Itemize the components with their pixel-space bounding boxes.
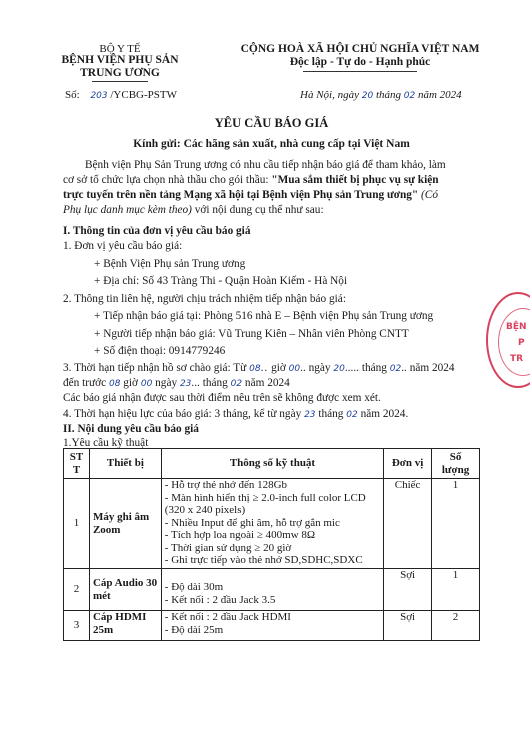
receive-place: + Tiếp nhận báo giá tại: Phòng 516 nhà E – Bệnh viện Phụ sản Trung ương bbox=[94, 310, 434, 322]
issue-date bbox=[300, 89, 462, 101]
header-device: Thiết bị bbox=[89, 449, 161, 479]
validity-period bbox=[63, 407, 408, 423]
header-stt: ST T bbox=[64, 449, 90, 479]
intro-line2-text: cơ sở tổ chức lựa chọn nhà thầu cho gói thầu: bbox=[63, 174, 272, 186]
from-hour-unit: giờ bbox=[271, 362, 286, 374]
date-month-handwritten: 02 bbox=[403, 91, 416, 101]
row-quantity: 2 bbox=[432, 611, 480, 641]
spec-line: - Độ dài 30m bbox=[164, 581, 224, 593]
package-name-part2: trực tuyến trên nền tảng Mạng xã hội tại Bệnh viện Phụ sản Trung ương" bbox=[63, 189, 419, 201]
row-specs bbox=[161, 479, 383, 569]
late-submission-note: Các báo giá nhận được sau thời điểm nêu trên sẽ không được xem xét. bbox=[63, 392, 381, 404]
stamp-inner-ring bbox=[498, 308, 530, 376]
spec-line: - Thời gian sử dụng ≥ 20 giờ bbox=[164, 541, 292, 554]
doc-no-label: Số: bbox=[65, 89, 80, 101]
stamp-text-1: BỆN bbox=[506, 322, 527, 332]
intro-paragraph bbox=[63, 158, 480, 218]
receiver-name: + Người tiếp nhận báo giá: Vũ Trung Kiên – Nhân viên Phòng CNTT bbox=[94, 328, 409, 340]
table-row bbox=[64, 611, 480, 641]
hospital-underline bbox=[92, 81, 148, 82]
from-minute-handwritten: 00 bbox=[288, 364, 301, 374]
validity-day-handwritten: 23 bbox=[304, 410, 316, 420]
receiver-phone: + Số điện thoại: 0914779246 bbox=[94, 345, 226, 357]
ministry-name: BỘ Y TẾ bbox=[99, 43, 141, 55]
appendix-note-part1: (Có bbox=[418, 189, 438, 201]
row-stt: 3 bbox=[64, 611, 90, 641]
from-hour-handwritten: 08 bbox=[249, 364, 261, 374]
row-stt: 2 bbox=[64, 569, 90, 611]
row-device-name: Cáp HDMI 25m bbox=[89, 611, 161, 641]
motto-underline bbox=[303, 71, 417, 72]
intro-line4-text: với nội dung cụ thể như sau: bbox=[191, 204, 324, 216]
row-specs bbox=[161, 569, 383, 611]
header-quantity: Số lượng bbox=[432, 449, 480, 479]
deadline-label: đến trước bbox=[63, 377, 107, 389]
contact-info-label: 2. Thông tin liên hệ, người chịu trách nhiệm tiếp nhận báo giá: bbox=[63, 293, 346, 305]
validity-year: năm 2024. bbox=[360, 408, 409, 420]
spec-line: - Nhiều Input để ghi âm, hỗ trợ gắn mic bbox=[164, 516, 340, 529]
appendix-note-part2: Phụ lục danh mục kèm theo) bbox=[63, 204, 192, 216]
from-month-handwritten: 02 bbox=[389, 364, 402, 374]
row-device-name: Cáp Audio 30 mét bbox=[89, 569, 161, 611]
date-year: năm 2024 bbox=[417, 89, 462, 101]
row-stt: 1 bbox=[64, 479, 90, 569]
table-header-row bbox=[64, 449, 480, 479]
date-day-handwritten: 20 bbox=[361, 91, 374, 101]
from-day-handwritten: 20 bbox=[333, 364, 345, 374]
requesting-unit-name: + Bệnh Viện Phụ sản Trung ương bbox=[94, 258, 246, 270]
section1-heading: I. Thông tin của đơn vị yêu cầu báo giá bbox=[63, 225, 251, 237]
validity-month-label: tháng bbox=[318, 408, 344, 420]
greeting: Kính gửi: Các hãng sản xuất, nhà cung cấp tại Việt Nam bbox=[133, 138, 410, 150]
spec-line: - Tích hợp loa ngoài ≥ 400mw 8Ω bbox=[164, 529, 316, 541]
deadline-day-label: ngày bbox=[155, 377, 178, 389]
intro-line4 bbox=[63, 203, 480, 218]
row-quantity: 1 bbox=[432, 479, 480, 569]
from-month-label: tháng bbox=[361, 362, 387, 374]
hospital-name-line1: BỆNH VIỆN PHỤ SẢN bbox=[61, 54, 179, 66]
spec-line: - Độ dài 25m bbox=[164, 623, 224, 636]
row-quantity: 1 bbox=[432, 569, 480, 611]
deadline-minute-handwritten: 00 bbox=[140, 379, 153, 389]
deadline-hour-handwritten: 08 bbox=[108, 379, 121, 389]
submission-deadline: đến trước 08 giờ 00 ngày 23... tháng 02 năm 2024 bbox=[63, 377, 290, 389]
package-name-part1: "Mua sắm thiết bị phục vụ sự kiện bbox=[271, 174, 439, 186]
requesting-unit-label: 1. Đơn vị yêu cầu báo giá: bbox=[63, 240, 183, 252]
intro-line3 bbox=[63, 188, 480, 203]
validity-month-handwritten: 02 bbox=[346, 410, 358, 420]
row-unit: Sợi bbox=[384, 611, 432, 641]
stamp-text-3: TR bbox=[510, 354, 524, 364]
spec-line: - Kết nối : 2 đầu Jack 3.5 bbox=[164, 593, 276, 606]
header-unit: Đơn vị bbox=[384, 449, 432, 479]
row-device-name: Máy ghi âm Zoom bbox=[89, 479, 161, 569]
intro-line2 bbox=[63, 173, 480, 188]
official-stamp bbox=[486, 292, 530, 388]
deadline-day-handwritten: 23 bbox=[179, 379, 192, 389]
technical-requirements-heading: 1.Yêu cầu kỹ thuật bbox=[63, 437, 149, 449]
table-row bbox=[64, 569, 480, 611]
technical-requirements-table bbox=[63, 448, 480, 641]
date-month-label: tháng bbox=[375, 89, 401, 101]
section2-heading: II. Nội dung yêu cầu báo giá bbox=[63, 423, 199, 435]
spec-line: - Ghi trực tiếp vào thẻ nhớ SD,SDHC,SDXC bbox=[164, 554, 363, 566]
row-unit: Chiếc bbox=[384, 479, 432, 569]
stamp-text-2: P bbox=[518, 338, 525, 348]
nation-motto: Độc lập - Tự do - Hạnh phúc bbox=[289, 56, 431, 68]
deadline-hour-unit: giờ bbox=[123, 377, 139, 389]
from-year: năm 2024 bbox=[409, 362, 455, 374]
spec-line: - Kết nối : 2 đầu Jack HDMI bbox=[164, 611, 291, 623]
header-specs: Thông số kỹ thuật bbox=[161, 449, 383, 479]
validity-label: 4. Thời hạn hiệu lực của báo giá: 3 tháng, kể từ ngày bbox=[63, 408, 302, 420]
intro-line1: Bệnh viện Phụ Sản Trung ương có nhu cầu tiếp nhận báo giá để tham khảo, làm bbox=[85, 159, 446, 171]
document-title: YÊU CẦU BÁO GIÁ bbox=[214, 116, 329, 130]
deadline-month-handwritten: 02 bbox=[230, 379, 243, 389]
spec-line: - Hỗ trợ thẻ nhớ đến 128Gb bbox=[164, 479, 288, 491]
hospital-name-line2: TRUNG ƯƠNG bbox=[80, 67, 160, 79]
date-prefix: Hà Nội, ngày bbox=[300, 89, 359, 101]
spec-line: (320 x 240 pixels) bbox=[164, 504, 246, 516]
submission-window: 3. Thời hạn tiếp nhận hồ sơ chào giá: Từ 08.. giờ 00.. ngày 20..... tháng 02.. năm 2024 bbox=[63, 362, 455, 374]
requesting-unit-address: + Địa chỉ: Số 43 Tràng Thi - Quận Hoàn Kiếm - Hà Nội bbox=[94, 275, 348, 287]
deadline-year: năm 2024 bbox=[244, 377, 290, 389]
row-specs bbox=[161, 611, 383, 641]
table-row bbox=[64, 479, 480, 569]
document-number bbox=[65, 89, 177, 101]
doc-no-handwritten: 203 bbox=[90, 91, 108, 101]
row-unit: Sợi bbox=[384, 569, 432, 611]
from-day-label: ngày bbox=[308, 362, 331, 374]
doc-no-suffix: /YCBG-PSTW bbox=[110, 89, 177, 101]
spec-line: - Màn hình hiển thị ≥ 2.0-inch full color LCD bbox=[164, 491, 366, 504]
deadline-month-label: tháng bbox=[202, 377, 228, 389]
nation-title: CỘNG HOÀ XÃ HỘI CHỦ NGHĨA VIỆT NAM bbox=[240, 43, 480, 55]
submission-window-label: 3. Thời hạn tiếp nhận hồ sơ chào giá: Từ bbox=[63, 362, 247, 374]
